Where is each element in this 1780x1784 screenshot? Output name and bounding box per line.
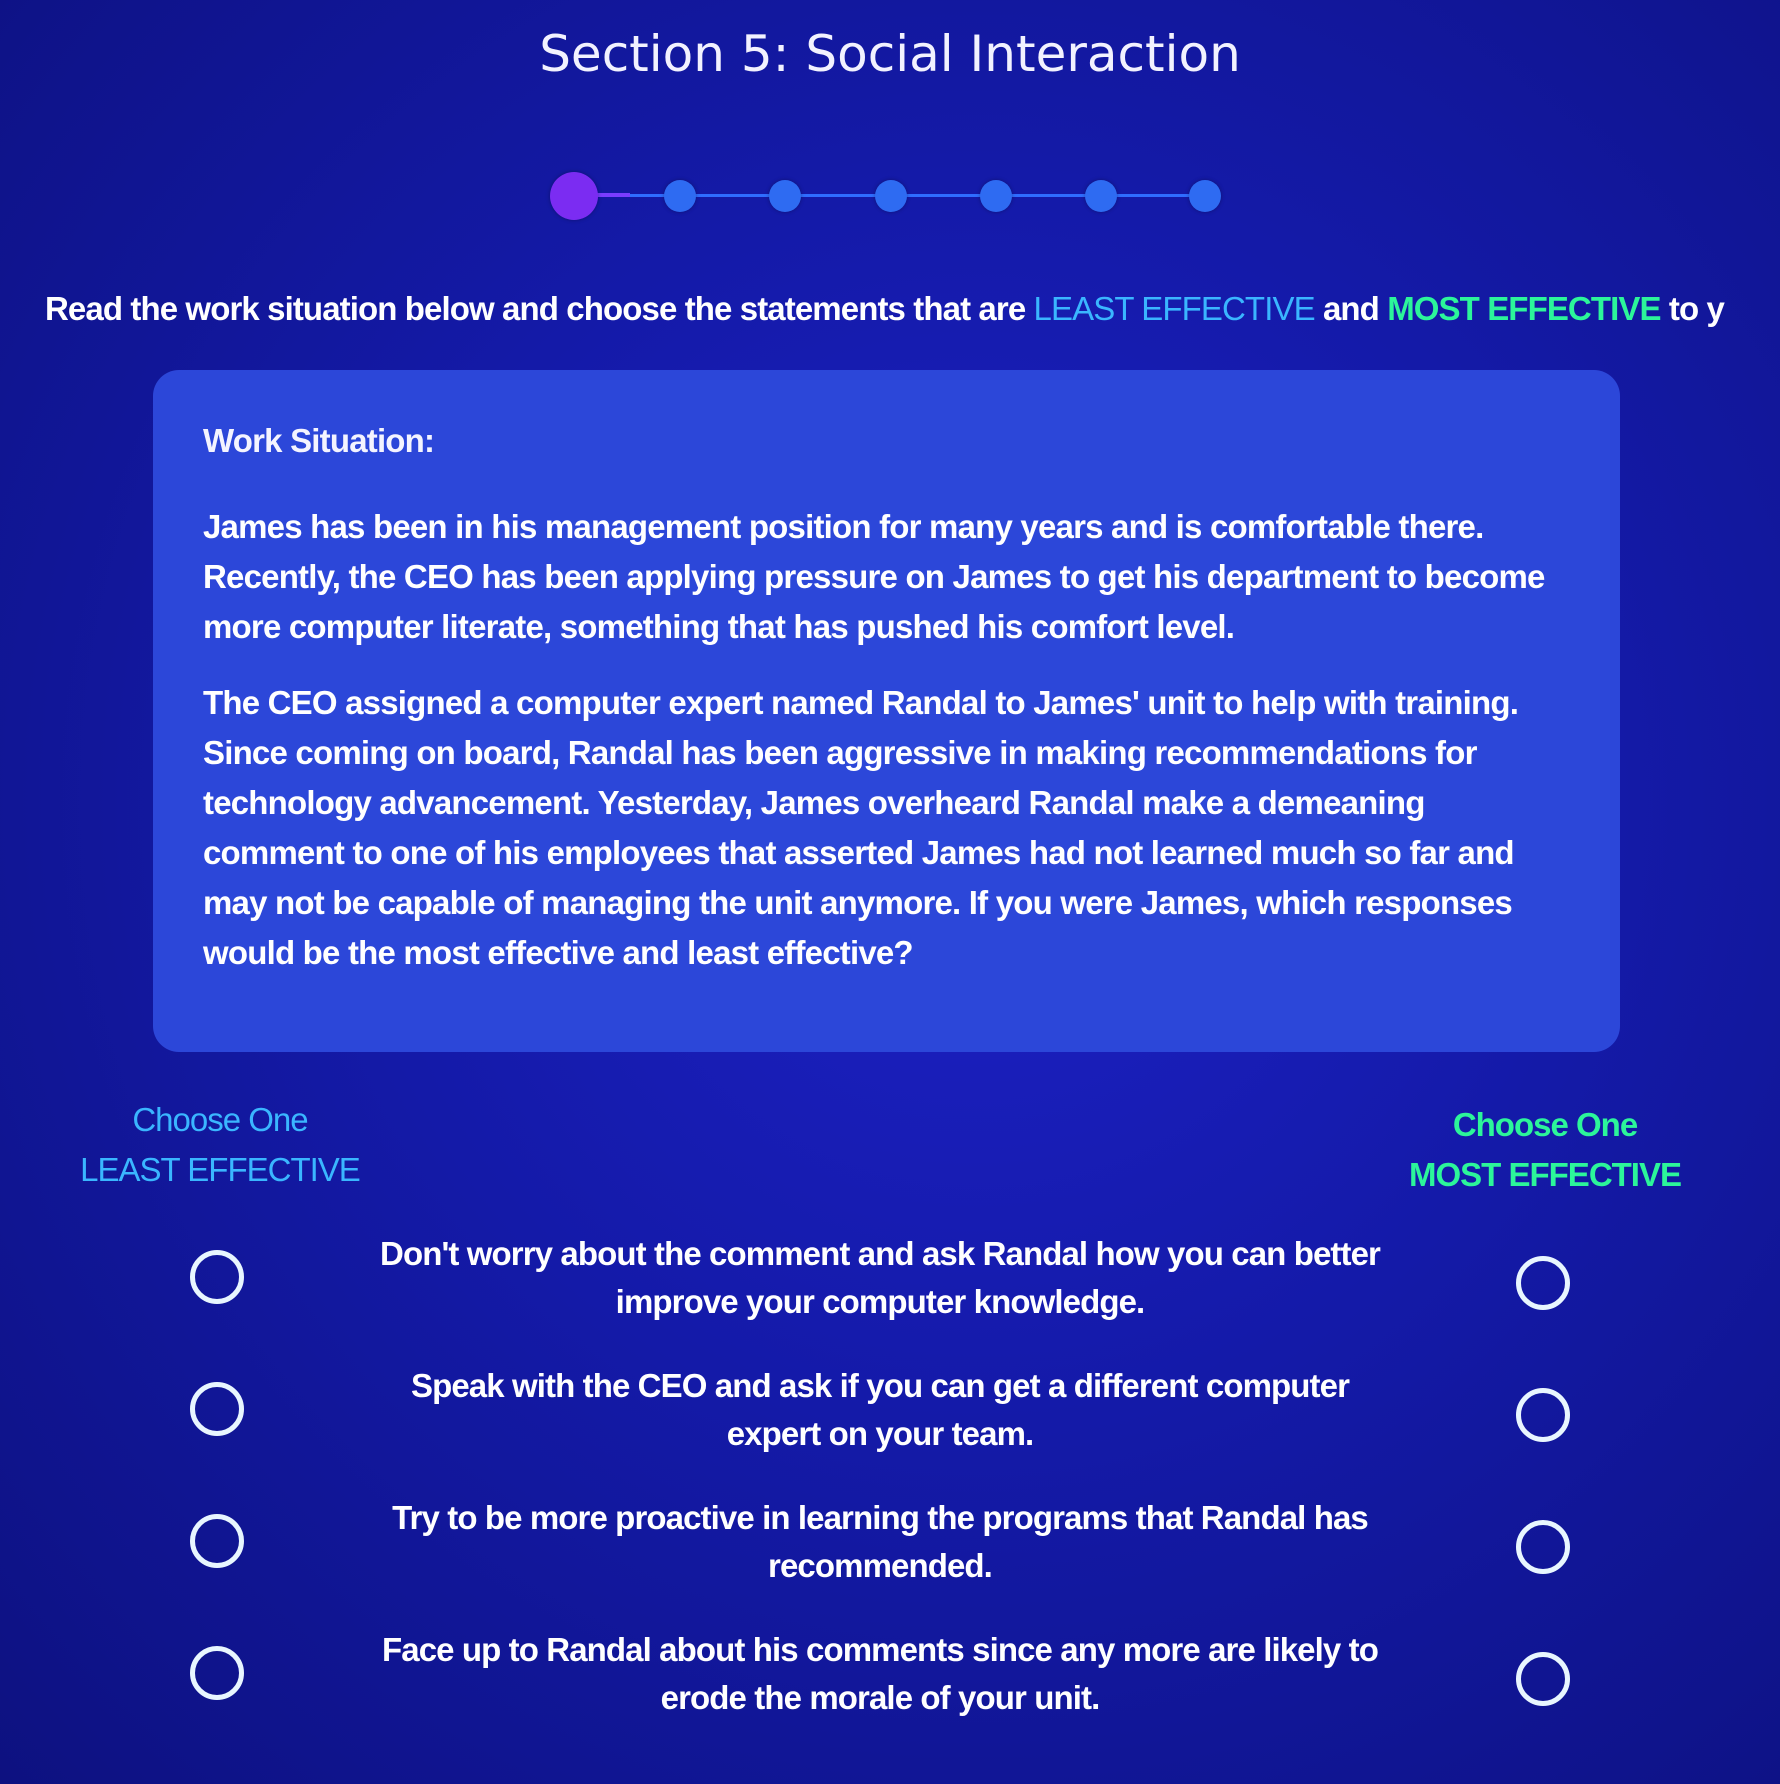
response-option-text: Speak with the CEO and ask if you can get a different computer expert on your team. — [410, 1367, 1350, 1452]
progress-step-1 — [550, 172, 598, 220]
progress-stepper — [550, 170, 1225, 220]
progress-step-2 — [664, 180, 696, 212]
work-situation-paragraph: The CEO assigned a computer expert named Randal to James' unit to help with training. Since coming on board, Randal has been aggressive in making recommendations for technology advancement. Yesterday, James overheard Randal make a demeaning comment to one of his employees that asserted James had not learned much so far and may not be capable of managing the unit anymore. If you were James, which responses would be the most effective and least effective? — [203, 684, 1519, 971]
instruction-most-label: MOST EFFECTIVE — [1387, 290, 1661, 327]
response-option-1 — [0, 1230, 1683, 1350]
instruction-suffix: to y — [1660, 290, 1724, 327]
instruction-least-label: LEAST EFFECTIVE — [1033, 290, 1315, 327]
most-effective-radio-4[interactable] — [1516, 1652, 1570, 1706]
response-option-text: Don't worry about the comment and ask Randal how you can better improve your computer knowledge. — [380, 1235, 1380, 1320]
work-situation-paragraph: James has been in his management position for many years and is comfortable there. Recently, the CEO has been applying pressure on James to get his department to become more computer literate, something that has pushed his comfort level. — [203, 508, 1545, 645]
instruction-prefix: Read the work situation below and choose the statements that are — [45, 290, 1034, 327]
progress-step-7 — [1189, 180, 1221, 212]
progress-step-3 — [769, 180, 801, 212]
least-effective-header — [60, 1095, 380, 1195]
most-effective-label: MOST EFFECTIVE — [1408, 1156, 1681, 1193]
most-effective-radio-3[interactable] — [1516, 1520, 1570, 1574]
progress-step-4 — [875, 180, 907, 212]
instruction-middle: and — [1314, 290, 1388, 327]
most-effective-radio-1[interactable] — [1516, 1256, 1570, 1310]
least-effective-radio-3[interactable] — [190, 1514, 244, 1568]
response-option-4 — [0, 1626, 1683, 1746]
least-effective-radio-2[interactable] — [190, 1382, 244, 1436]
least-effective-radio-4[interactable] — [190, 1646, 244, 1700]
response-option-2 — [0, 1362, 1683, 1482]
response-option-text: Try to be more proactive in learning the programs that Randal has recommended. — [392, 1499, 1368, 1584]
least-effective-radio-1[interactable] — [190, 1250, 244, 1304]
most-effective-header — [1400, 1100, 1690, 1200]
least-choose-one-label: Choose One — [132, 1101, 308, 1138]
instruction-text — [45, 290, 1724, 328]
most-choose-one-label: Choose One — [1452, 1106, 1638, 1143]
most-effective-radio-2[interactable] — [1516, 1388, 1570, 1442]
progress-step-5 — [980, 180, 1012, 212]
response-option-3 — [0, 1494, 1683, 1614]
work-situation-card — [153, 370, 1620, 1052]
progress-step-6 — [1085, 180, 1117, 212]
work-situation-heading: Work Situation: — [203, 422, 435, 459]
response-option-text: Face up to Randal about his comments since any more are likely to erode the morale of your unit. — [382, 1631, 1378, 1716]
page-title: Section 5: Social Interaction — [539, 25, 1241, 83]
least-effective-label: LEAST EFFECTIVE — [80, 1151, 360, 1188]
